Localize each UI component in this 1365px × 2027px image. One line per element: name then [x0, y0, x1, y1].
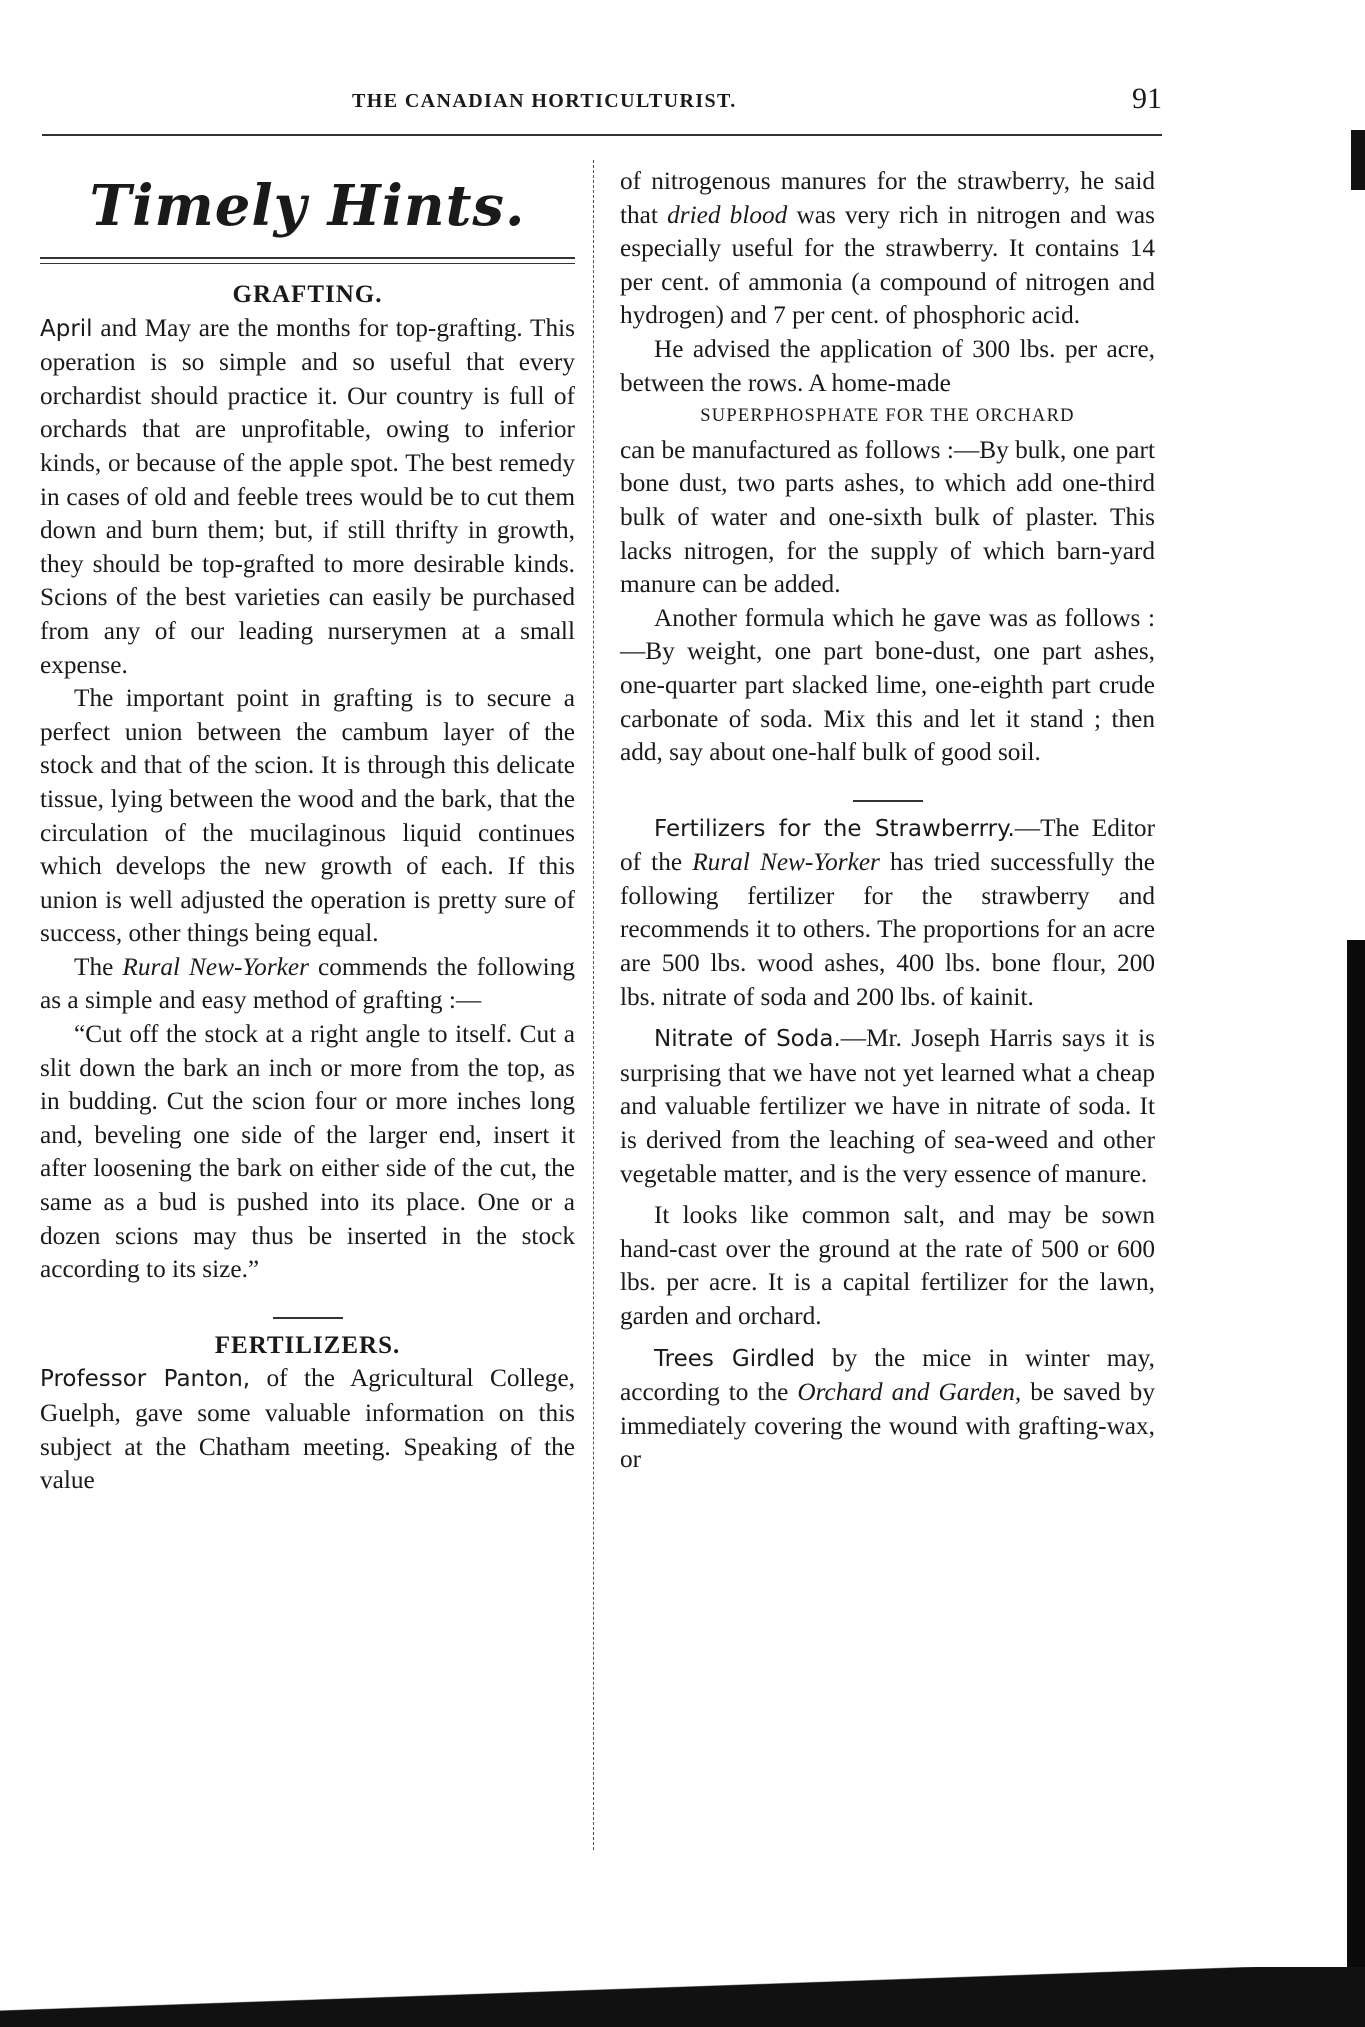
running-title: THE CANADIAN HORTICULTURIST.	[352, 90, 737, 112]
left-column	[40, 165, 575, 1498]
grafting-lead: April	[40, 315, 93, 342]
grafting-quote: “Cut off the stock at a right angle to itself. Cut a slit down the bark an inch or more from the top, as in budding. Cut the scion four or more inches long and, beveling one side of the larger end, insert it after loosening the bark on either side of the cut, the same as a bud is pushed into its place. One or a dozen scions may thus be inserted in the stock according to its size.”	[40, 1020, 575, 1284]
right-paragraph-3: can be manufactured as follows :—By bulk, one part bone dust, two parts ashes, to which add one-third bulk of water and one-sixth bulk of plaster. This lacks nitrogen, for the supply of which barn-yard manure can be added.	[620, 435, 1155, 599]
nitrate-lead: Nitrate of Soda.	[654, 1026, 841, 1053]
section-separator	[273, 1317, 343, 1319]
strawberry-lead: Fertilizers for the Strawberrry.	[654, 815, 1015, 842]
publication-name: Rural New-Yorker	[122, 952, 309, 981]
column-divider	[593, 160, 594, 1850]
header-rule	[42, 134, 1162, 136]
nitrate-paragraph: Nitrate of Soda.—Mr. Joseph Harris says it is surprising that we have not yet learned what a cheap and valuable fertilizer we have in nitrate of soda. It is derived from the leaching of sea-weed and other vegetable matter, and is the very essence of manure.	[620, 1024, 1155, 1188]
fertilizers-paragraph-1: Professor Panton, of the Agricultural College, Guelph, gave some valuable information on this subject at the Chatham meeting. Speaking of the value	[40, 1364, 575, 1495]
grafting-paragraph-3: The Rural New-Yorker commends the following as a simple and easy method of grafting :—	[40, 952, 575, 1015]
right-column	[620, 165, 1155, 1477]
running-head	[42, 82, 1162, 126]
grafting-paragraph-1: April and May are the months for top-grafting. This operation is so simple and so useful that every orchardist should practice it. Our country is full of orchards that are unprofitable, owing to inferior kinds, or because of the apple spot. The best remedy in cases of old and feeble trees would be to cut them down and burn them; but, if still thrifty in growth, they should be top-grafted to more desirable kinds. Scions of the best varieties can easily be purchased from any of our leading nurserymen at a small expense.	[40, 313, 575, 679]
grafting-title: GRAFTING.	[232, 281, 383, 308]
fertilizers-lead: Professor Panton,	[40, 1366, 251, 1393]
right-paragraph-4: Another formula which he gave was as follows :—By weight, one part bone-dust, one part ashes, one-quarter part slacked lime, one-eighth part crude carbonate of soda. Mix this and let it stand ; then add, say about one-half bulk of good soil.	[620, 603, 1155, 767]
scan-bottom-shadow	[0, 1967, 1365, 2027]
right-paragraph-2: He advised the application of 300 lbs. per acre, between the rows. A home-made	[620, 334, 1155, 397]
scan-edge	[1347, 940, 1365, 2027]
fertilizers-title: FERTILIZERS.	[214, 1331, 401, 1359]
salt-paragraph: It looks like common salt, and may be sown hand-cast over the ground at the rate of 500 or 600 lbs. per acre. It is a capital fertilizer for the lawn, garden and orchard.	[620, 1201, 1155, 1330]
scan-edge-mark	[1351, 130, 1365, 190]
trees-girdled-paragraph: Trees Girdled by the mice in winter may, according to the Orchard and Garden, be saved by immediately covering the wound with grafting-wax, or	[620, 1343, 1155, 1474]
trees-girdled-lead: Trees Girdled	[654, 1345, 815, 1372]
right-paragraph-1: of nitrogenous manures for the strawberry, he said that dried blood was very rich in nitrogen and was especially useful for the strawberry. It contains 14 per cent. of ammonia (a compound of nitrogen and hydrogen) and 7 per cent. of phosphoric acid.	[620, 167, 1155, 330]
superphosphate-subhead: SUPERPHOSPHATE FOR THE ORCHARD	[700, 406, 1075, 427]
grafting-paragraph-2: The important point in grafting is to secure a perfect union between the cambum layer of the stock and that of the scion. It is through this delicate tissue, lying between the wood and the bark, that the circulation of the mucilaginous liquid continues which develops the new growth of each. If this union is well adjusted the operation is pretty sure of success, other things being equal.	[40, 684, 575, 948]
page-number: 91	[1132, 82, 1162, 115]
section-heading: Timely Hints.	[89, 173, 526, 239]
heading-rule	[40, 257, 575, 264]
section-separator-right	[853, 800, 923, 802]
strawberry-fertilizer-paragraph: Fertilizers for the Strawberrry.—The Editor of the Rural New-Yorker has tried successfully the following fertilizer for the strawberry and recommends it to others. The proportions for an acre are 500 lbs. wood ashes, 400 lbs. bone flour, 200 lbs. nitrate of soda and 200 lbs. of kainit.	[620, 813, 1155, 1011]
